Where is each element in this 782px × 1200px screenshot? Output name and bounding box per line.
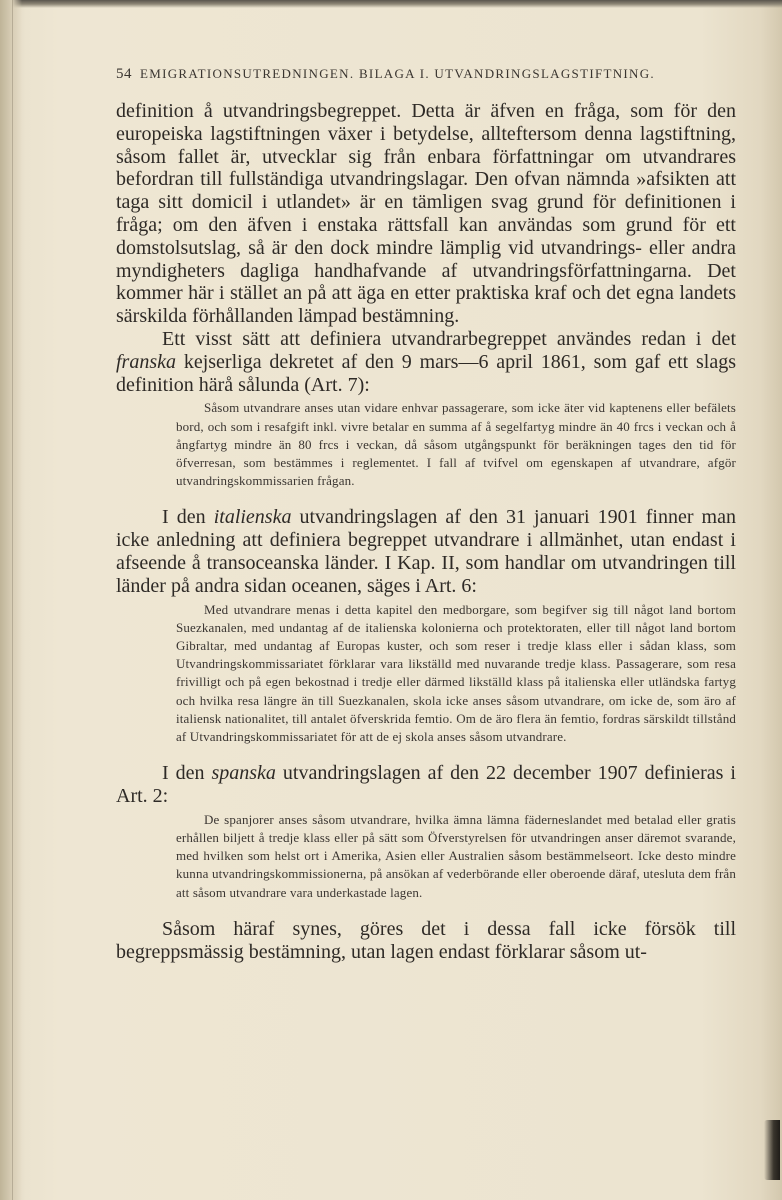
- paragraph-2: [116, 328, 736, 396]
- paragraph-3: [116, 506, 736, 597]
- page-top-edge: [0, 0, 782, 8]
- paragraph-1: definition å utvandringsbegreppet. Detta är äfven en fråga, som för den europeiska lagstiftningen växer i betydelse, allteftersom denna lagstiftning, såsom fallet är, utvecklar sig från enbara författningar om utvandrares befordran till fullständiga utvandringslagar. Den ofvan nämnda »afsikten att taga sitt domicil i utlandet» är en tämligen svag grund för definitionen i fråga; om den äfven i enstaka rättsfall kan användas som grund för ett domstolsutslag, så är den dock mindre lämplig vid utvandrings- eller andra myndigheters dagliga handhafvande af utvandringsförfattningarna. Det kommer här i stället an på att äga en etter praktiska kraf och det egna landets särskilda förhållanden lämpad bestämning.: [116, 100, 736, 328]
- paragraph-3-after: utvandringslagen af den 31 januari 1901 finner man icke anledning att definiera begreppet utvandrare i allmänhet, utan endast i afseende å transoceanska länder. I Kap. II, som handlar om utvandringen till länder på andra sidan oceanen, säges i Art. 6:: [116, 506, 736, 597]
- gutter-line: [12, 0, 13, 1200]
- binding-shadow: [0, 0, 22, 1200]
- quote-french-decree: Såsom utvandrare anses utan vidare enhvar passagerare, som icke äter vid kaptenens eller befälets bord, och som i resafgift inkl. vivre betalar en summa af å segelfartyg mindre än 40 frcs i veckan och å ångfartyg mindre än 80 frcs i veckan, då såsom utgångspunkt för beräkningen tages den tid för öfverresan, som bestämmes i reglementet. I fall af tvifvel om egenskapen af utvandrare, afgör utvandringskommissarien frågan.: [176, 400, 736, 489]
- paragraph-2-before: Ett visst sätt att definiera utvandrarbegreppet användes redan i det: [162, 327, 736, 350]
- paragraph-3-italic: italienska: [213, 506, 292, 529]
- quote-italian-law: Med utvandrare menas i detta kapitel den medborgare, som begifver sig till något land bortom Suezkanalen, med undantag af de italienska kolonierna och protektoraten, eller till något land bortom Gibraltar, med undantag af Europas kuster, och som reser i tredje klass eller i sådan klass, som Utvandringskommissariatet förklarar vara likställd med nuvarande tredje klass. Passagerare, som resa frivilligt och på egen bekostnad i tredje eller därmed likställd klass på italienska eller utländska fartyg och hvilka resa längre än till Suezkanalen, skola icke anses såsom utvandrare, om icke de, som äro af italiensk nationalitet, till antalet öfverskrida femtio. Om de äro flera än femtio, fordras särskildt tillstånd af Utvandringskommissariatet för att de ej skola anses såsom utvandrare.: [176, 601, 736, 744]
- paragraph-5: Såsom häraf synes, göres det i dessa fall icke försök till begreppsmässig bestämning, utan lagen endast förklarar såsom ut-: [116, 917, 736, 963]
- header-title: EMIGRATIONSUTREDNINGEN. BILAGA I. UTVANDRINGSLAGSTIFTNING.: [140, 66, 655, 81]
- paragraph-2-italic: franska: [116, 350, 176, 373]
- page-corner-mark: [764, 1120, 780, 1180]
- paragraph-4-after: utvandringslagen af den 22 december 1907 definieras i Art. 2:: [116, 762, 736, 807]
- quote-spanish-law: De spanjorer anses såsom utvandrare, hvilka ämna lämna fäderneslandet med betalad eller gratis erhållen biljett å tredje klass eller på sätt som Öfverstyrelsen för utvandringen anser däremot svarande, med hvilken som helst ort i Amerika, Asien eller Australien såsom bestämmelseort. Icke desto mindre kunna utvandringskommissionerna, på ansökan af vederbörande eller oberoende däraf, utesluta dem från att såsom utvandrare vara underkastade lagen.: [176, 811, 736, 900]
- paragraph-4-italic: spanska: [211, 762, 276, 785]
- paragraph-3-before: I den: [162, 506, 214, 529]
- body-text: [116, 100, 736, 963]
- paragraph-4-before: I den: [162, 762, 212, 785]
- paragraph-4: [116, 762, 736, 808]
- running-header: [116, 66, 728, 83]
- paragraph-2-after: kejserliga dekretet af den 9 mars—6 april 1861, som gaf ett slags definition härå sålunda (Art. 7):: [116, 350, 736, 396]
- page-number: 54: [116, 66, 132, 82]
